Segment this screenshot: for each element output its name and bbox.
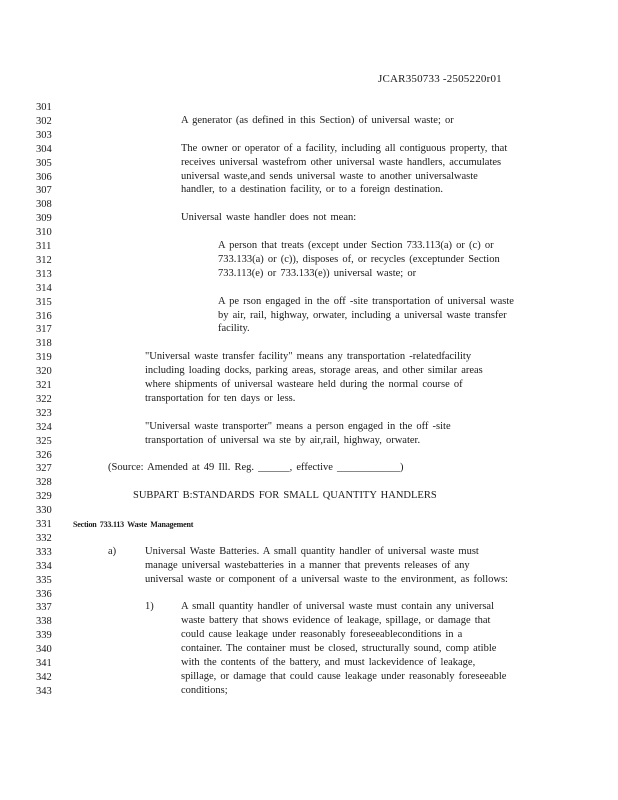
line-number: 321	[36, 380, 52, 391]
text-line: including loading docks, parking areas, storage areas, and other similar areas	[145, 365, 483, 377]
line-number: 317	[36, 324, 52, 336]
document-code: JCAR350733 -2505220r01	[378, 73, 502, 85]
line-number: 314	[36, 282, 52, 294]
line-number: 304	[36, 143, 52, 155]
line-number: 337	[36, 602, 52, 614]
line-number: 324	[36, 421, 52, 433]
line-number: 312	[36, 254, 52, 266]
line-number: 310	[36, 227, 52, 239]
text-line: SUBPART B:STANDARDS FOR SMALL QUANTITY HANDLERS	[133, 490, 437, 502]
line-number: 325	[36, 435, 52, 447]
line-number: 333	[36, 546, 52, 558]
text-line: receives universal wastefrom other universal waste handlers, accumulates	[181, 156, 502, 168]
text-line: A person that treats (except under Section 733.113(a) or (c) or	[218, 240, 494, 251]
line-number: 320	[36, 366, 52, 378]
text-line: with the contents of the battery, and must lackevidence of leakage,	[181, 657, 476, 668]
text-line: transportation of universal wa ste by air,rail, highway, orwater.	[145, 434, 421, 446]
line-number: 334	[36, 560, 52, 572]
text-line: could cause leakage under reasonably foreseeableconditions in a	[181, 629, 463, 641]
text-line: Universal waste handler does not mean:	[181, 212, 357, 224]
line-number: 311	[36, 241, 52, 252]
text-line: waste battery that shows evidence of leakage, spillage, or damage that	[181, 615, 491, 627]
text-line: facility.	[218, 323, 250, 335]
text-line: 733.133(a) or (c)), disposes of, or recycles (exceptunder Section	[218, 253, 500, 265]
text-line: transportation for ten days or less.	[145, 392, 296, 404]
text-line: "Universal waste transporter" means a person engaged in the off -site	[145, 420, 451, 432]
text-line: handler, to a destination facility, or to a foreign destination.	[181, 184, 443, 196]
text-line: A small quantity handler of universal waste must contain any universal	[181, 601, 495, 613]
line-number: 327	[36, 463, 52, 475]
line-number: 339	[36, 630, 52, 642]
text-line: The owner or operator of a facility, including all contiguous property, that	[181, 142, 508, 154]
line-number: 336	[36, 588, 52, 600]
line-number: 302	[36, 115, 52, 127]
text-line: conditions;	[181, 684, 228, 696]
line-number: 326	[36, 449, 52, 461]
line-number: 316	[36, 310, 52, 322]
text-line: a)	[108, 545, 117, 557]
line-number: 329	[36, 491, 52, 503]
line-number: 342	[36, 671, 52, 683]
text-line: "Universal waste transfer facility" means any transportation -relatedfacility	[145, 351, 472, 363]
line-number: 340	[36, 644, 52, 656]
line-number: 332	[36, 532, 52, 544]
text-line: container. The container must be closed, structurally sound, comp atible	[181, 643, 497, 655]
text-line: (Source: Amended at 49 Ill. Reg. ______, effective ____________)	[108, 462, 404, 474]
line-number: 335	[36, 574, 52, 586]
line-number: 303	[36, 129, 52, 141]
text-line: where shipments of universal wasteare held during the normal course of	[145, 379, 463, 390]
line-number: 313	[36, 268, 52, 280]
line-number: 322	[36, 393, 52, 405]
text-line: spillage, or damage that could cause leakage under reasonably foreseeable	[181, 670, 507, 682]
text-line: universal waste,and sends universal waste to another universalwaste	[181, 170, 478, 182]
text-line: A pe rson engaged in the off -site transportation of universal waste	[218, 295, 514, 307]
line-number: 308	[36, 199, 52, 211]
text-line: 1)	[145, 601, 154, 613]
text-line: by air, rail, highway, orwater, including a universal waste transfer	[218, 309, 507, 321]
line-number: 306	[36, 171, 52, 183]
line-number: 309	[36, 213, 52, 225]
line-number: 323	[36, 407, 52, 419]
line-number: 341	[36, 658, 52, 669]
line-number: 318	[36, 338, 52, 350]
line-number: 343	[36, 685, 52, 697]
line-number: 328	[36, 477, 52, 489]
line-number: 319	[36, 352, 52, 364]
line-number: 305	[36, 157, 52, 169]
line-number: 338	[36, 616, 52, 628]
section-heading: Section 733.113 Waste Management	[73, 520, 194, 529]
line-number: 315	[36, 296, 52, 308]
line-number: 330	[36, 505, 52, 517]
text-line: 733.113(e) or 733.133(e)) universal waste; or	[218, 267, 417, 279]
text-line: manage universal wastebatteries in a manner that prevents releases of any	[145, 559, 470, 571]
line-number: 307	[36, 185, 52, 197]
line-number: 331	[36, 519, 52, 530]
line-number: 301	[36, 102, 52, 113]
text-line: universal waste or component of a universal waste to the environment, as follows:	[145, 573, 508, 585]
text-line: A generator (as defined in this Section) of universal waste; or	[181, 114, 454, 126]
text-line: Universal Waste Batteries. A small quantity handler of universal waste must	[145, 545, 479, 557]
